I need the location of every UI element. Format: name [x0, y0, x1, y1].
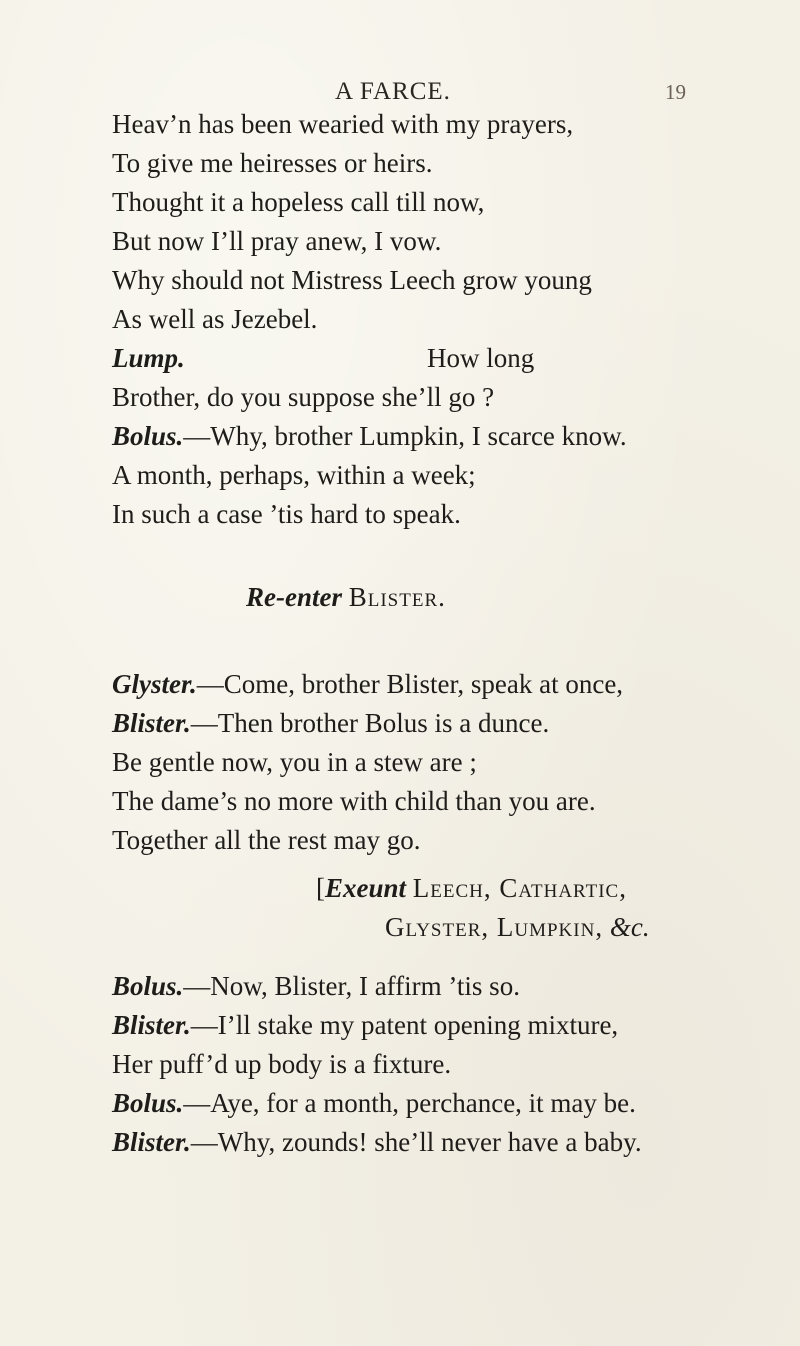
verse-line: Why should not Mistress Leech grow young	[112, 265, 592, 295]
verse-line: Together all the rest may go.	[112, 825, 421, 855]
stage-direction-prefix: Re-enter	[246, 582, 342, 612]
verse-line: Thought it a hopeless call till now,	[112, 187, 485, 217]
verse-line: A month, perhaps, within a week;	[112, 460, 476, 490]
speech-line: Bolus.—Why, brother Lumpkin, I scarce know.	[112, 421, 627, 451]
running-title: A FARCE.	[335, 78, 451, 105]
character-names: Glyster, Lumpkin,	[385, 912, 604, 942]
verse-line: As well as Jezebel.	[112, 304, 318, 334]
speech-line: Bolus.—Now, Blister, I affirm ’tis so.	[112, 971, 520, 1001]
speaker-name: Lump.	[112, 343, 185, 373]
speech-line: Bolus.—Aye, for a month, perchance, it may be.	[112, 1088, 636, 1118]
speech-line: Blister.—I’ll stake my patent opening mixture,	[112, 1010, 619, 1040]
speaker-name: Blister.	[112, 1127, 191, 1157]
verse-line: In such a case ’tis hard to speak.	[112, 499, 461, 529]
verse-line: Brother, do you suppose she’ll go ?	[112, 382, 495, 412]
stage-direction	[246, 581, 446, 613]
verse-line: Her puff’d up body is a fixture.	[112, 1049, 452, 1079]
character-name: Blister.	[348, 582, 446, 612]
verse-line: But now I’ll pray anew, I vow.	[112, 226, 442, 256]
speech-line: Blister.—Why, zounds! she’ll never have a baby.	[112, 1127, 642, 1157]
et-cetera: &c.	[609, 912, 650, 942]
speech-line	[112, 342, 185, 374]
speech-line: Glyster.—Come, brother Blister, speak at once,	[112, 669, 624, 699]
verse-line: To give me heiresses or heirs.	[112, 148, 433, 178]
page-number: 19	[665, 80, 686, 104]
verse-line-continued: How long	[427, 343, 535, 373]
character-names: Leech, Cathartic,	[412, 873, 627, 903]
verse-line: The dame’s no more with child than you are.	[112, 786, 596, 816]
verse-line: Heav’n has been wearied with my prayers,	[112, 109, 574, 139]
speaker-name: Blister.	[112, 708, 191, 738]
stage-direction-continued	[385, 911, 650, 943]
speaker-name: Bolus.	[112, 1088, 184, 1118]
stage-direction-prefix: Exeunt	[325, 873, 407, 903]
stage-direction	[316, 872, 627, 904]
speaker-name: Glyster.	[112, 669, 197, 699]
speaker-name: Bolus.	[112, 421, 184, 451]
speaker-name: Blister.	[112, 1010, 191, 1040]
speaker-name: Bolus.	[112, 971, 184, 1001]
verse-line: Be gentle now, you in a stew are ;	[112, 747, 477, 777]
stage-bracket: [	[316, 873, 325, 903]
speech-line: Blister.—Then brother Bolus is a dunce.	[112, 708, 550, 738]
